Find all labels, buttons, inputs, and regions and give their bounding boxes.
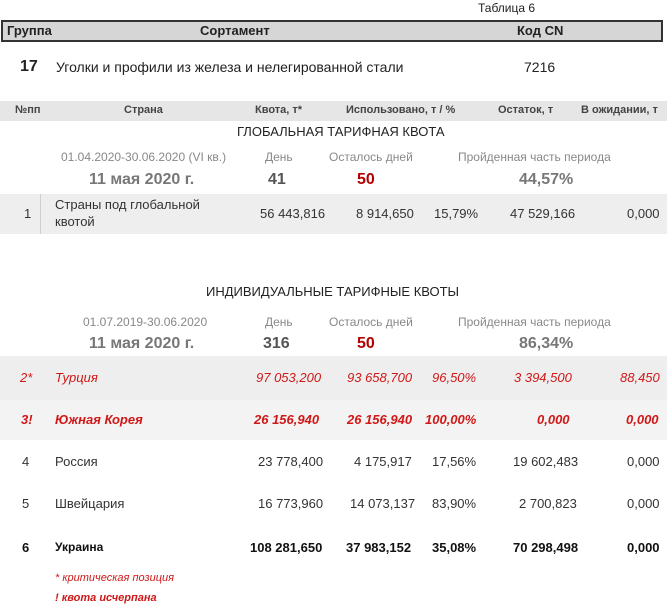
col-country: Страна	[124, 104, 163, 116]
note-critical: * критическая позиция	[55, 572, 175, 584]
row-quota: 97 053,200	[256, 370, 322, 385]
individual-period: 01.07.2019-30.06.2020	[83, 315, 208, 329]
individual-passed: 86,34%	[519, 335, 574, 352]
row-remainder: 47 529,166	[510, 206, 576, 221]
row-used: 4 175,917	[354, 454, 412, 469]
row-used: 37 983,152	[346, 540, 412, 555]
column-divider	[40, 194, 41, 234]
row-country: Турция	[55, 370, 98, 385]
header-group: Группа	[7, 23, 52, 38]
individual-day-label: День	[265, 315, 293, 329]
col-pending: В ожидании, т	[581, 104, 658, 116]
row-num: 2*	[20, 370, 33, 385]
note-exhausted: ! квота исчерпана	[55, 592, 157, 604]
global-day: 41	[268, 171, 286, 188]
table-header-bar	[1, 20, 663, 42]
row-num: 4	[22, 454, 30, 469]
global-date: 11 мая 2020 г.	[89, 171, 195, 188]
individual-date: 11 мая 2020 г.	[89, 335, 195, 352]
row-country: Россия	[55, 454, 98, 469]
table-row-switzerland	[0, 484, 667, 524]
individual-section-title: ИНДИВИДУАЛЬНЫЕ ТАРИФНЫЕ КВОТЫ	[206, 284, 460, 299]
product-code: 7216	[524, 59, 556, 75]
header-code: Код CN	[517, 23, 564, 38]
row-pending: 0,000	[627, 540, 660, 555]
row-country: Страны под глобальной квотой	[55, 197, 200, 229]
row-quota: 16 773,960	[258, 496, 324, 511]
table-row-global-1	[0, 194, 667, 234]
row-country: Южная Корея	[55, 412, 143, 427]
row-pct: 100,00%	[425, 412, 477, 427]
table-row-ukraine	[0, 528, 667, 568]
individual-passed-label: Пройденная часть периода	[458, 315, 611, 329]
row-used: 8 914,650	[356, 206, 414, 221]
global-passed: 44,57%	[519, 171, 574, 188]
column-header-row	[0, 101, 667, 121]
global-section-title: ГЛОБАЛЬНАЯ ТАРИФНАЯ КВОТА	[237, 124, 445, 139]
row-remainder: 70 298,498	[513, 540, 579, 555]
row-remainder: 0,000	[537, 412, 570, 427]
header-assortment: Сортамент	[200, 23, 270, 38]
global-period: 01.04.2020-30.06.2020 (VI кв.)	[61, 150, 227, 164]
row-num: 6	[22, 540, 30, 555]
row-used: 14 073,137	[350, 496, 416, 511]
row-pct: 17,56%	[432, 454, 477, 469]
row-used: 93 658,700	[347, 370, 413, 385]
col-quota: Квота, т*	[255, 104, 303, 116]
global-days-left: 50	[357, 171, 375, 188]
global-day-label: День	[265, 150, 293, 164]
col-num: №пп	[15, 104, 41, 116]
global-passed-label: Пройденная часть периода	[458, 150, 611, 164]
row-quota: 56 443,816	[260, 206, 326, 221]
row-pct: 35,08%	[432, 540, 477, 555]
table-row-turkey	[0, 356, 667, 400]
individual-days-left-label: Осталось дней	[329, 315, 413, 329]
row-num: 1	[24, 206, 32, 221]
row-num: 5	[22, 496, 30, 511]
product-group: 17	[20, 58, 38, 75]
col-used: Использовано, т / %	[346, 104, 456, 116]
row-pending: 0,000	[627, 206, 660, 221]
row-pct: 15,79%	[434, 206, 479, 221]
row-pending: 0,000	[627, 496, 660, 511]
row-pending: 0,000	[627, 454, 660, 469]
col-remainder: Остаток, т	[498, 104, 554, 116]
row-pending: 88,450	[620, 370, 660, 385]
table-row-russia	[0, 440, 667, 484]
row-remainder: 3 394,500	[514, 370, 572, 385]
row-country: Швейцария	[55, 496, 125, 511]
table-caption: Таблица 6	[478, 1, 536, 15]
table-row-south-korea	[0, 400, 667, 440]
product-name: Уголки и профили из железа и нелегированной стали	[56, 59, 404, 75]
row-pct: 96,50%	[432, 370, 477, 385]
row-used: 26 156,940	[347, 412, 413, 427]
row-remainder: 2 700,823	[519, 496, 577, 511]
row-num: 3!	[21, 412, 33, 427]
row-quota: 108 281,650	[250, 540, 323, 555]
row-remainder: 19 602,483	[513, 454, 579, 469]
global-days-left-label: Осталось дней	[329, 150, 413, 164]
individual-days-left: 50	[357, 335, 375, 352]
row-pending: 0,000	[626, 412, 659, 427]
row-quota: 26 156,940	[254, 412, 320, 427]
row-pct: 83,90%	[432, 496, 477, 511]
row-country: Украина	[55, 540, 104, 554]
individual-day: 316	[263, 335, 290, 352]
row-quota: 23 778,400	[258, 454, 324, 469]
